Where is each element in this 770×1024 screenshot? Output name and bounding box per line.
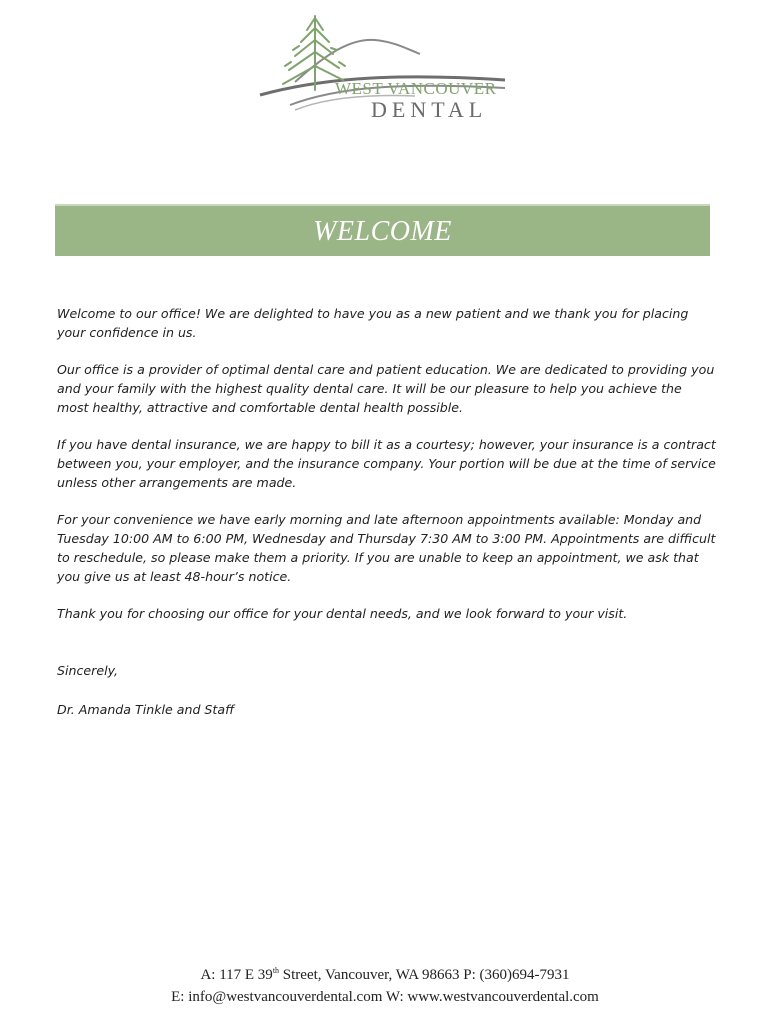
footer [0, 960, 770, 1008]
footer-contact: E: info@westvancouverdental.com W: www.westvancouverdental.com [171, 989, 599, 1005]
paragraph-appointments: For your convenience we have early morning and late afternoon appointments available: Monday and Tuesday 10:00 AM to 6:00 PM, Wednesday and Thursday 7:30 AM to 3:00 PM. Appointments are difficult to reschedule, so please make them a priority. If you are unable to keep an appointment, we ask that you give us at least 48-hour’s notice. [57, 512, 716, 584]
address-suffix: Street, Vancouver, WA 98663 P: (360)694-7931 [279, 967, 570, 983]
paragraph-care: Our office is a provider of optimal dental care and patient education. We are dedicated to providing you and your family with the highest quality dental care. It will be our pleasure to help you achieve the most healthy, attractive and comfortable dental health possible. [57, 362, 715, 415]
letter-body [57, 304, 717, 737]
logo-text-line1: WEST VANCOUVER [335, 79, 497, 98]
address-prefix: A: 117 E 39 [200, 967, 273, 983]
paragraph-welcome: Welcome to our office! We are delighted to have you as a new patient and we thank you for placing your confidence in us. [57, 306, 689, 340]
closing: Sincerely, [57, 663, 119, 678]
banner-title: WELCOME [313, 216, 452, 247]
signature: Dr. Amanda Tinkle and Staff [57, 702, 235, 717]
practice-logo [255, 10, 515, 122]
footer-address [0, 960, 770, 986]
welcome-banner [55, 204, 710, 256]
paragraph-thanks: Thank you for choosing our office for your dental needs, and we look forward to your visit. [57, 606, 628, 621]
logo-text-line2: DENTAL [371, 97, 488, 122]
address-ordinal: th [272, 966, 280, 975]
paragraph-insurance: If you have dental insurance, we are happy to bill it as a courtesy; however, your insurance is a contract between you, your employer, and the insurance company. Your portion will be due at the time of service unless other arrangements are made. [57, 437, 716, 490]
